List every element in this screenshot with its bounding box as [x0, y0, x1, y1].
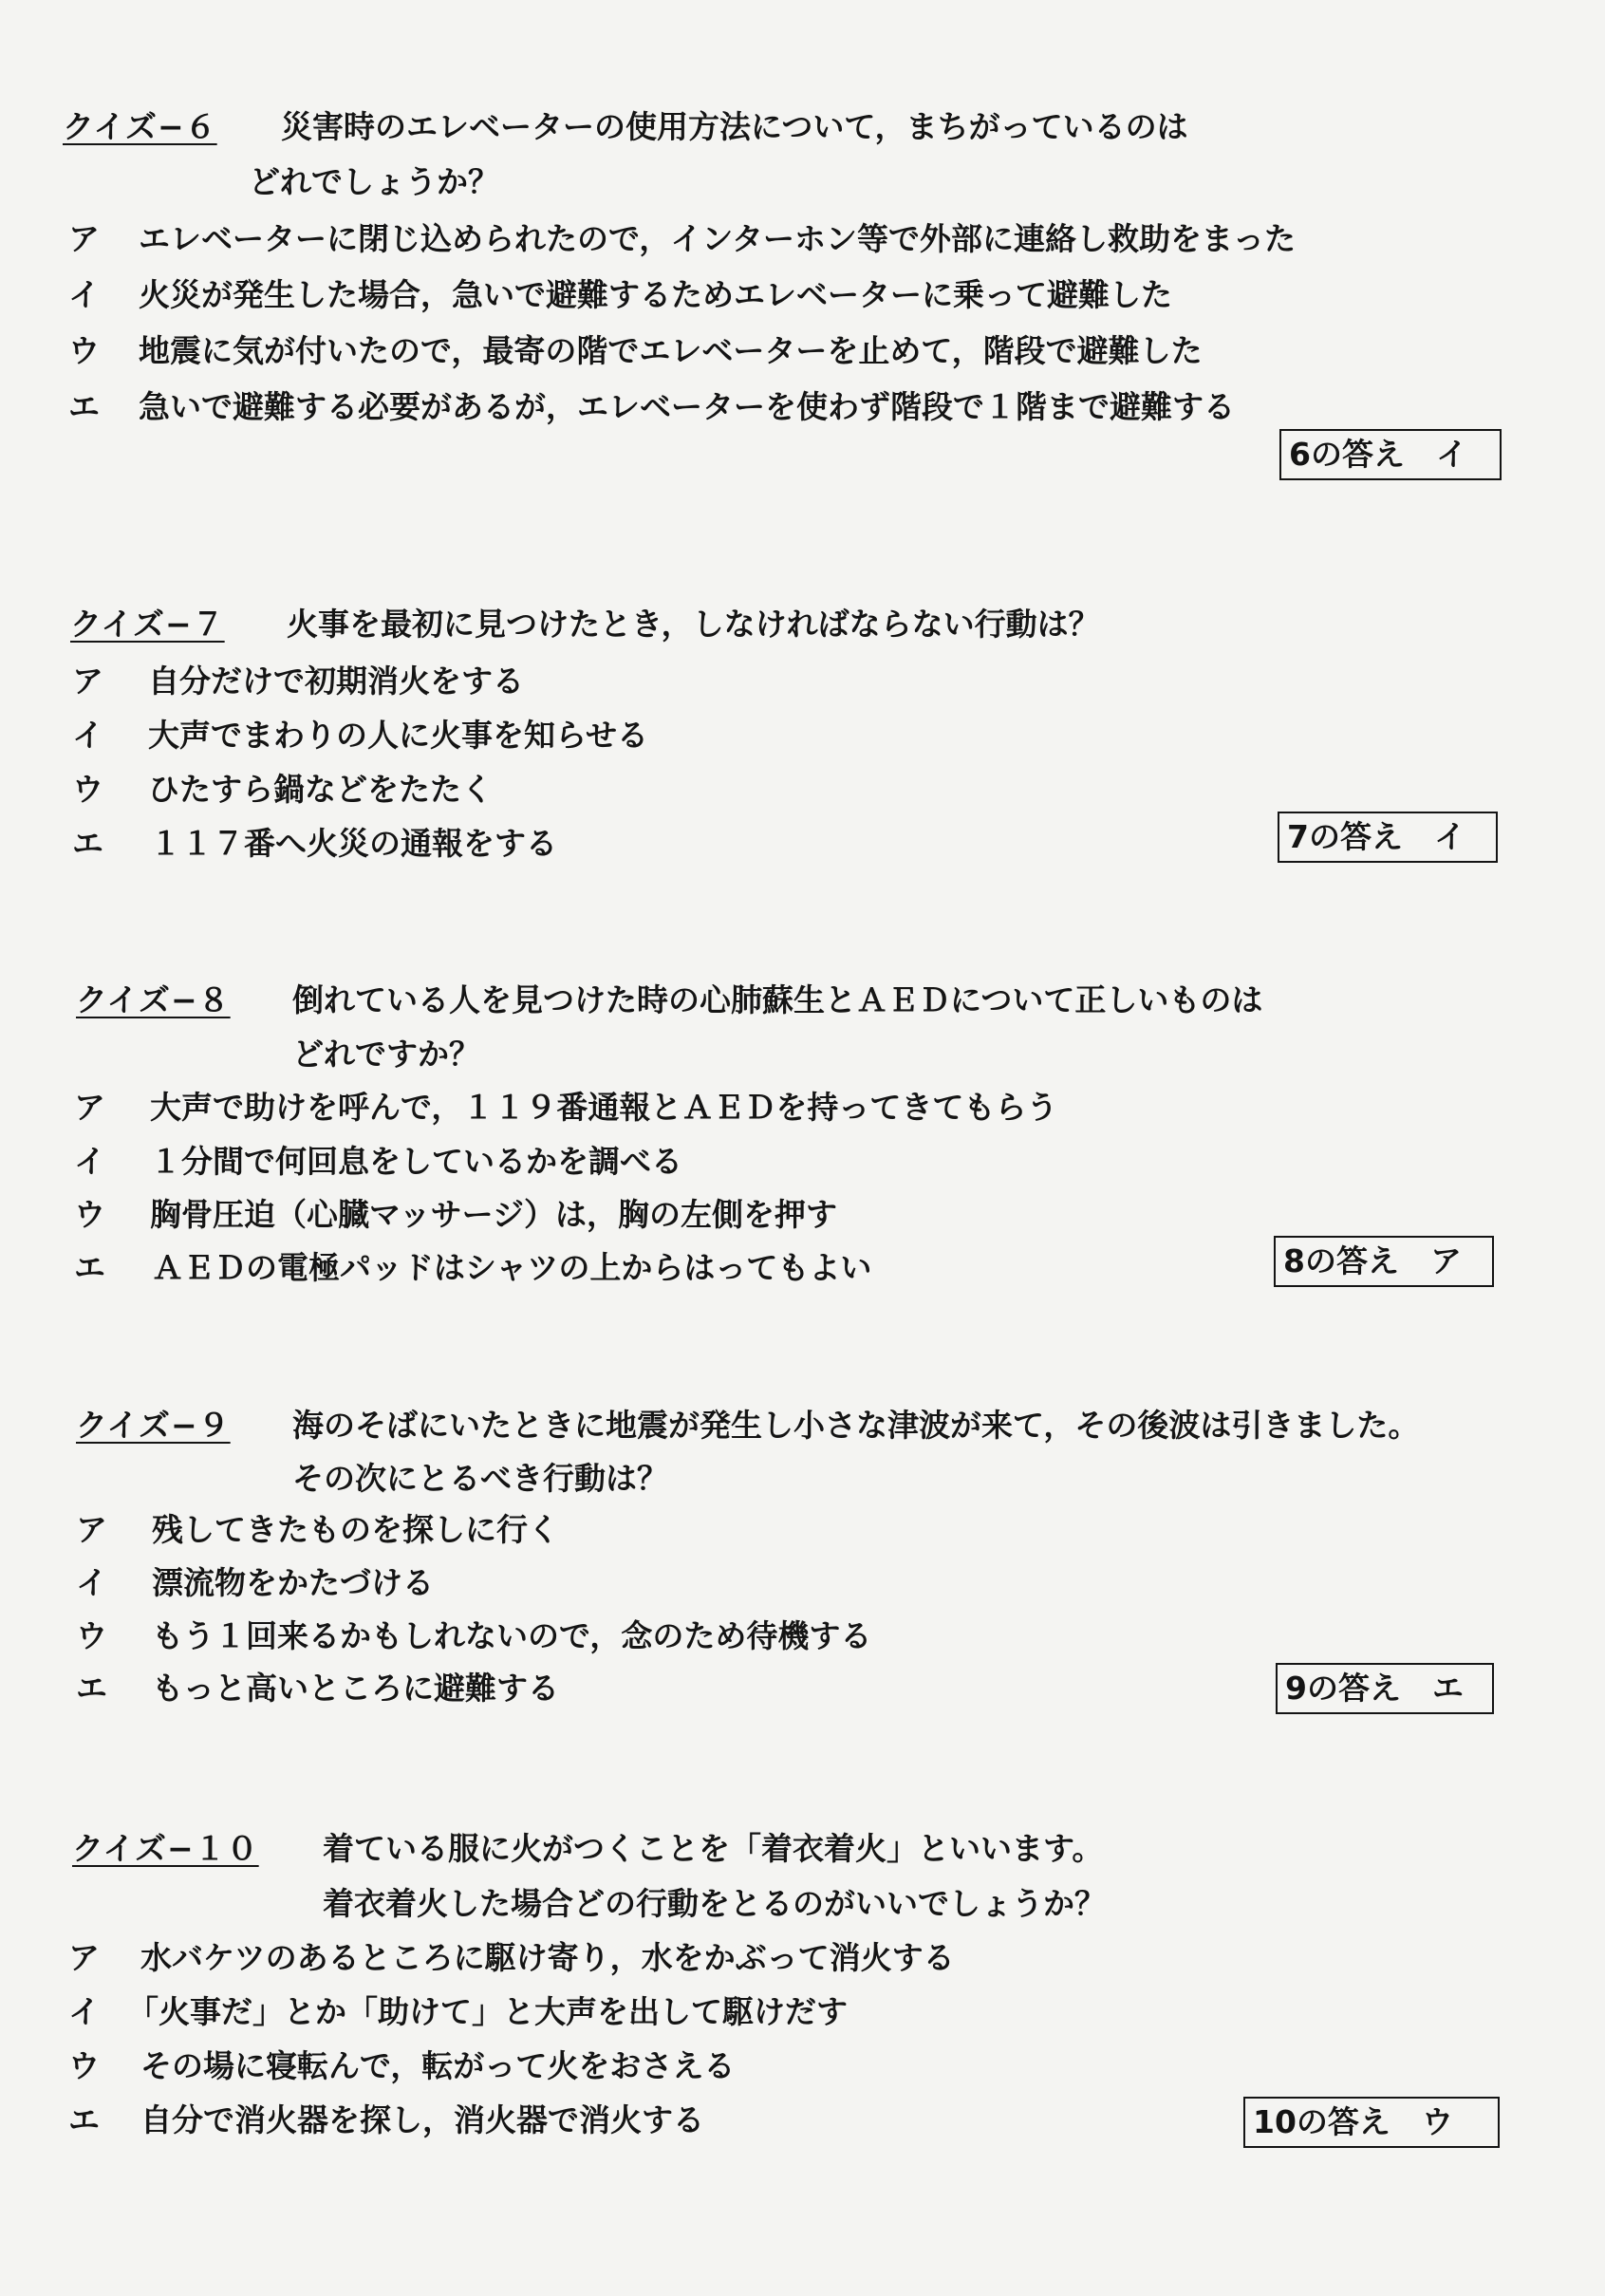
option-letter: イ — [76, 1564, 107, 1601]
option-letter: エ — [74, 1249, 105, 1286]
option-letter: ウ — [72, 771, 103, 808]
option-letter: イ — [68, 1993, 100, 2030]
option-letter: ア — [72, 663, 103, 700]
quiz-label: クイズ−７ — [70, 606, 225, 643]
option-letter: ア — [74, 1089, 105, 1126]
option-text: ひたすら鍋などをたたく — [148, 771, 493, 808]
option-letter: ア — [68, 1939, 100, 1976]
answer-box: 10の答え ウ — [1243, 2097, 1500, 2148]
option-letter: ウ — [68, 332, 100, 369]
answer-box: 7の答え イ — [1278, 812, 1498, 863]
option-letter: イ — [68, 276, 100, 313]
option-text: 残してきたものを探しに行く — [152, 1511, 559, 1548]
quiz-label: クイズ−９ — [76, 1407, 231, 1444]
quiz-question-line-1: 海のそばにいたときに地震が発生し小さな津波が来て，その後波は引きました。 — [292, 1407, 1420, 1444]
option-text: もっと高いところに避難する — [152, 1670, 559, 1707]
option-text: 大声でまわりの人に火事を知らせる — [148, 717, 649, 754]
option-letter: エ — [68, 388, 100, 425]
option-text: 胸骨圧迫（心臓マッサージ）は，胸の左側を押す — [150, 1196, 838, 1233]
quiz-question-line-2: 着衣着火した場合どの行動をとるのがいいでしょうか？ — [323, 1885, 1106, 1922]
option-text: 漂流物をかたづける — [152, 1564, 434, 1601]
option-letter: ウ — [76, 1617, 107, 1654]
option-letter: エ — [68, 2101, 100, 2138]
quiz-question-line-2: その次にとるべき行動は？ — [292, 1460, 668, 1497]
quiz-question-line-2: どれでしょうか？ — [249, 163, 499, 200]
option-text: もう１回来るかもしれないので，念のため待機する — [152, 1617, 872, 1654]
option-letter: ウ — [68, 2047, 100, 2084]
quiz-question-line-1: 着ている服に火がつくことを「着衣着火」といいます。 — [323, 1830, 1104, 1867]
option-text: その場に寝転んで，転がって火をおさえる — [140, 2047, 736, 2084]
option-letter: ア — [76, 1511, 107, 1548]
option-text: 大声で助けを呼んで，１１９番通報とＡＥＤを持ってきてもらう — [150, 1089, 1058, 1126]
answer-box: 6の答え イ — [1279, 429, 1502, 480]
option-text: エレベーターに閉じ込められたので，インターホン等で外部に連絡し救助をまった — [139, 220, 1297, 257]
option-letter: ウ — [74, 1196, 105, 1233]
quiz-label: クイズ−６ — [63, 108, 217, 145]
option-letter: エ — [76, 1670, 107, 1707]
option-text: 自分だけで初期消火をする — [148, 663, 524, 700]
quiz-question-line-1: 倒れている人を見つけた時の心肺蘇生とＡＥＤについて正しいものは — [292, 981, 1263, 1018]
option-text: 「火事だ」とか「助けて」と大声を出して駆けだす — [127, 1993, 848, 2030]
option-text: 急いで避難する必要があるが，エレベーターを使わず階段で１階まで避難する — [139, 388, 1235, 425]
option-text: ＡＥＤの電極パッドはシャツの上からはってもよい — [152, 1249, 872, 1286]
option-letter: イ — [74, 1143, 105, 1180]
option-text: 自分で消火器を探し，消火器で消火する — [140, 2101, 704, 2138]
answer-box: 9の答え エ — [1276, 1663, 1494, 1714]
quiz-label: クイズ−１０ — [72, 1830, 259, 1867]
option-text: 地震に気が付いたので，最寄の階でエレベーターを止めて，階段で避難した — [139, 332, 1203, 369]
option-letter: イ — [72, 717, 103, 754]
answer-box: 8の答え ア — [1274, 1236, 1494, 1287]
quiz-question-line-1: 災害時のエレベーターの使用方法について，まちがっているのは — [281, 108, 1188, 145]
option-text: １分間で何回息をしているかを調べる — [150, 1143, 682, 1180]
option-letter: エ — [72, 825, 103, 862]
option-text: １１７番へ火災の通報をする — [150, 825, 557, 862]
option-letter: ア — [68, 220, 100, 257]
quiz-label: クイズ−８ — [76, 981, 231, 1018]
quiz-question-line-2: どれですか？ — [292, 1036, 480, 1073]
option-text: 水バケツのあるところに駆け寄り，水をかぶって消火する — [140, 1939, 955, 1976]
quiz-question-line-1: 火事を最初に見つけたとき，しなければならない行動は？ — [287, 606, 1100, 643]
option-text: 火災が発生した場合，急いで避難するためエレベーターに乗って避難した — [139, 276, 1172, 313]
